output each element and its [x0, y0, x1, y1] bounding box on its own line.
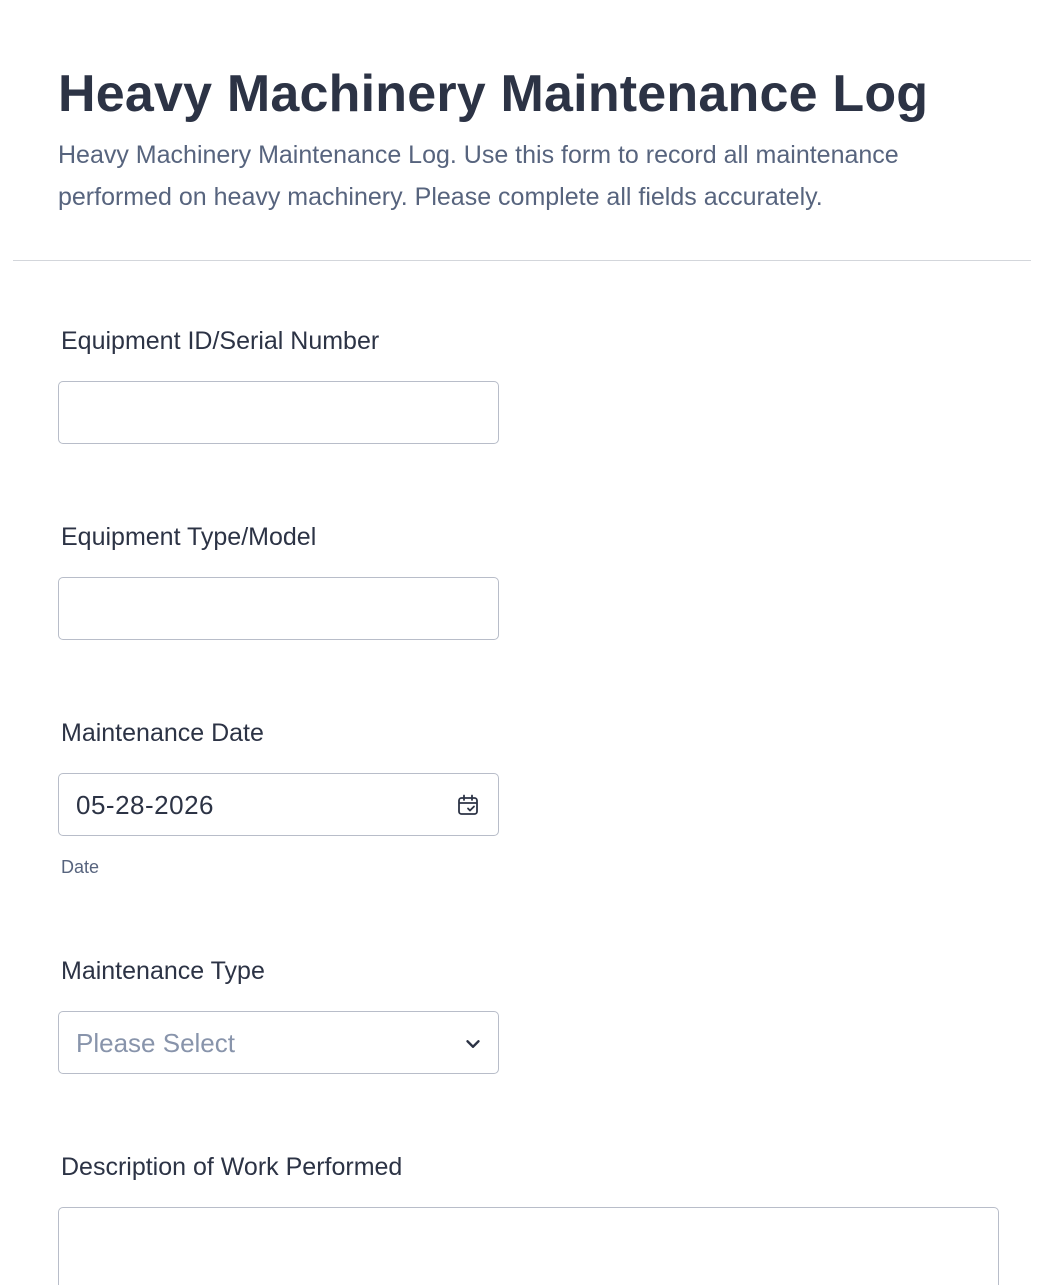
maintenance-date-input[interactable]	[58, 773, 499, 836]
maintenance-type-selected: Please Select	[76, 1028, 235, 1058]
equipment-type-field	[58, 522, 316, 552]
maintenance-date-field	[58, 718, 264, 877]
chevron-down-icon	[462, 1033, 484, 1055]
equipment-id-input[interactable]	[58, 381, 499, 444]
form-subtitle: Heavy Machinery Maintenance Log. Use this form to record all maintenance performed on heavy machinery. Please complete all fields accurately.	[58, 141, 899, 211]
header-divider	[13, 260, 1031, 261]
description-textarea[interactable]	[58, 1207, 999, 1285]
equipment-id-field	[58, 326, 379, 356]
maintenance-type-label: Maintenance Type	[61, 957, 265, 985]
maintenance-date-sublabel: Date	[61, 857, 100, 877]
maintenance-date-label: Maintenance Date	[61, 719, 264, 747]
calendar-icon[interactable]	[456, 793, 480, 817]
maintenance-type-field	[58, 956, 265, 1058]
maintenance-date-value: 05-28-2026	[76, 790, 214, 820]
form-title: Heavy Machinery Maintenance Log	[58, 65, 929, 123]
equipment-type-input[interactable]	[58, 577, 499, 640]
equipment-type-label: Equipment Type/Model	[61, 523, 317, 551]
equipment-id-label: Equipment ID/Serial Number	[61, 327, 380, 355]
maintenance-type-select[interactable]	[58, 1011, 499, 1074]
description-label: Description of Work Performed	[61, 1153, 403, 1181]
form-header	[58, 62, 1018, 218]
description-field	[58, 1152, 402, 1182]
